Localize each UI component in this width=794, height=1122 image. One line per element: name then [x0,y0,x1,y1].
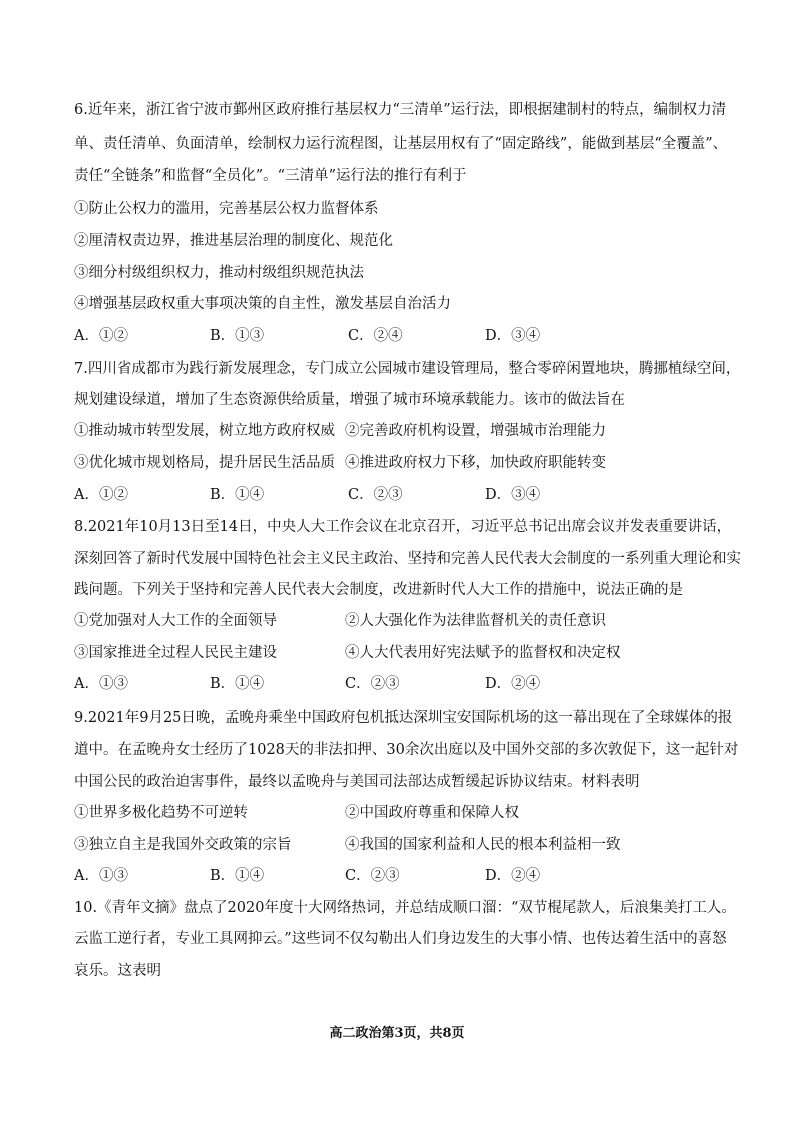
question-9-option-d: D．②④ [485,868,541,884]
question-10-stem-line-2: 云监工逆行者，专业工具网抑云。”这些词不仅勾勒出人们身边发生的大事小情、也传达着生活中的喜怒 [74,931,727,947]
question-9-option-b: B．①④ [210,868,265,884]
question-6-item-3: ③细分村级组织权力，推动村级组织规范执法 [74,265,364,281]
question-8-stem-line-2: 深刻回答了新时代发展中国特色社会主义民主政治、坚持和完善人民代表大会制度的一系列重大理论和实 [74,551,741,567]
question-10-stem-line-1: 10.《青年文摘》盘点了2020年度十大网络热词，并总结成顺口溜：“双节棍尾款人，后浪集美打工人。 [74,900,736,916]
question-7-option-c: C．②③ [348,487,403,503]
question-6-option-c: C．②④ [348,328,403,344]
question-8-item-3: ③国家推进全过程人民民主建设 [74,645,277,661]
question-9-stem-line-2: 道中。在孟晚舟女士经历了1028天的非法扣押、30余次出庭以及中国外交部的多次敦促下，这一起针对 [74,742,739,758]
question-9-option-c: C．②③ [345,868,400,884]
question-9-item-4: ④我国的国家利益和人民的根本利益相一致 [345,837,621,853]
question-8-option-b: B．①④ [210,676,265,692]
question-7-item-3: ③优化城市规划格局，提升居民生活品质 [74,455,335,471]
question-9-item-1: ①世界多极化趋势不可逆转 [74,805,248,821]
question-7-option-a: A．①② [74,487,128,503]
question-8-item-2: ②人大强化作为法律监督机关的责任意识 [345,613,606,629]
question-7-stem-line-2: 规划建设绿道，增加了生态资源供给质量，增强了城市环境承载能力。该市的做法旨在 [74,392,625,408]
question-9-option-a: A．①③ [74,868,128,884]
question-6-stem-line-2: 单、责任清单、负面清单，绘制权力运行流程图，让基层用权有了“固定路线”，能做到基层“全覆盖”、 [74,136,728,152]
question-7-stem-line-1: 7.四川省成都市为践行新发展理念，专门成立公园城市建设管理局，整合零碎闲置地块，腾挪植绿空间， [74,361,741,377]
question-6-item-2: ②厘清权责边界，推进基层治理的制度化、规范化 [74,233,393,249]
page-footer: 高二政治第3页，共8页 [329,1026,465,1041]
question-8-item-4: ④人大代表用好宪法赋予的监督权和决定权 [345,645,621,661]
question-8-item-1: ①党加强对人大工作的全面领导 [74,613,277,629]
question-9-item-2: ②中国政府尊重和保障人权 [345,805,519,821]
question-8-option-a: A．①③ [74,676,128,692]
question-8-stem-line-1: 8.2021年10月13日至14日，中央人大工作会议在北京召开，习近平总书记出席会议并发表重要讲话， [74,519,732,535]
question-7-item-4: ④推进政府权力下移，加快政府职能转变 [345,455,606,471]
question-6-item-1: ①防止公权力的滥用，完善基层公权力监督体系 [74,201,379,217]
question-6-option-d: D．③④ [485,328,541,344]
question-8-stem-line-3: 践问题。下列关于坚持和完善人民代表大会制度，改进新时代人大工作的措施中，说法正确的是 [74,582,683,598]
question-8-option-c: C．②③ [345,676,400,692]
question-10-stem-line-3: 哀乐。这表明 [74,963,161,979]
question-7-item-2: ②完善政府机构设置，增强城市治理能力 [345,423,606,439]
question-7-item-1: ①推动城市转型发展，树立地方政府权威 [74,423,335,439]
question-6-stem-line-1: 6.近年来，浙江省宁波市鄞州区政府推行基层权力“三清单”运行法，即根据建制村的特点，编制权力清 [74,102,727,118]
question-6-item-4: ④增强基层政权重大事项决策的自主性，激发基层自治活力 [74,296,451,312]
question-9-stem-line-3: 中国公民的政治迫害事件，最终以孟晚舟与美国司法部达成暂缓起诉协议结束。材料表明 [74,774,640,790]
question-6-option-b: B．①③ [210,328,265,344]
question-6-option-a: A．①② [74,328,128,344]
question-7-option-d: D．③④ [485,487,541,503]
question-8-option-d: D．②④ [485,676,541,692]
question-9-item-3: ③独立自主是我国外交政策的宗旨 [74,837,292,853]
question-6-stem-line-3: 责任“全链条”和监督“全员化”。“三清单”运行法的推行有利于 [74,168,467,184]
question-9-stem-line-1: 9.2021年9月25日晚，孟晚舟乘坐中国政府包机抵达深圳宝安国际机场的这一幕出现在了全球媒体的报 [74,710,733,726]
question-7-option-b: B．①④ [210,487,265,503]
